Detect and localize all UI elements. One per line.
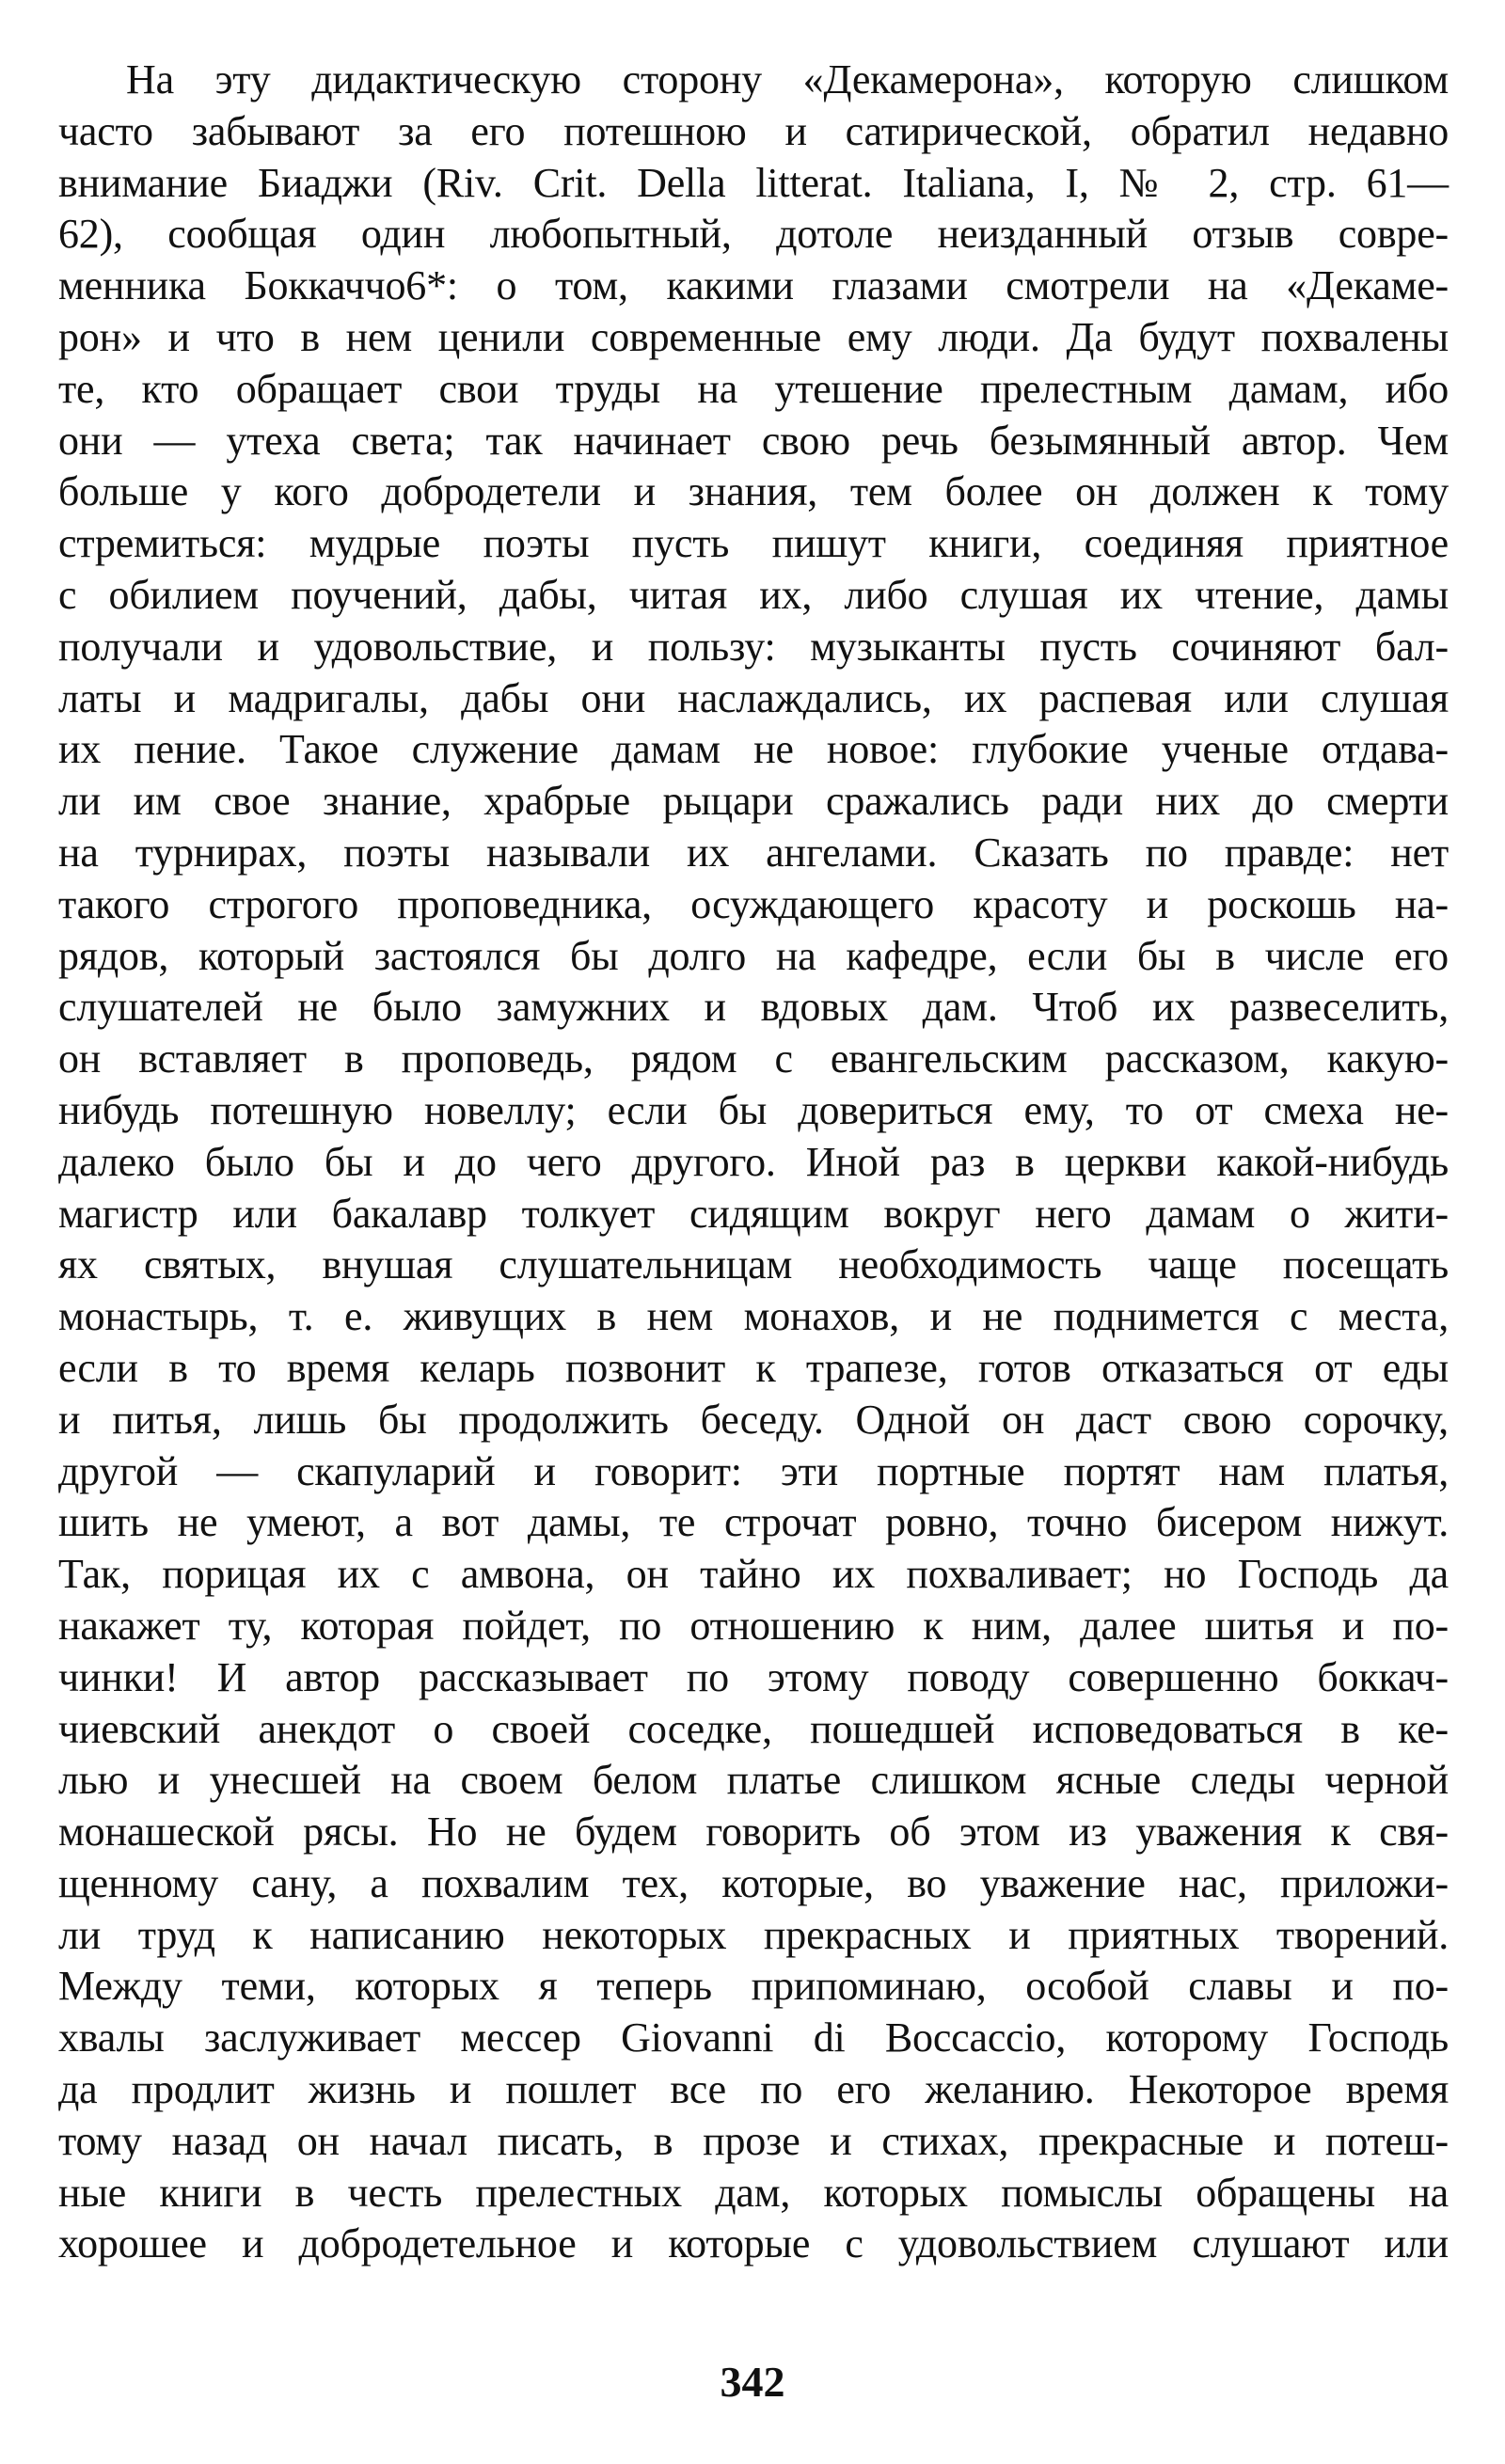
text-line: да продлит жизнь и пошлет все по его желанию. Некоторое время: [58, 2066, 1449, 2113]
text-line: На эту дидактическую сторону «Декамерона», которую слишком: [126, 56, 1449, 103]
text-line: ные книги в честь прелестных дам, которых помыслы обращены на: [58, 2169, 1449, 2216]
text-line: они — утеха света; так начинает свою речь безымянный автор. Чем: [58, 417, 1449, 464]
text-line: с обилием поучений, дабы, читая их, либо слушая их чтение, дамы: [58, 571, 1449, 618]
text-line: шить не умеют, а вот дамы, те строчат ровно, точно бисером нижут.: [58, 1499, 1449, 1546]
text-line: и питья, лишь бы продолжить беседу. Одной он даст свою сорочку,: [58, 1396, 1449, 1443]
text-line: щенному сану, а похвалим тех, которые, во уважение нас, приложи-: [58, 1859, 1449, 1906]
text-line: тому назад он начал писать, в прозе и стихах, прекрасные и потеш-: [58, 2117, 1449, 2164]
text-line: Между теми, которых я теперь припоминаю, особой славы и по-: [58, 1963, 1449, 2010]
text-line: другой — скапуларий и говорит: эти портные портят нам платья,: [58, 1447, 1449, 1494]
body-text: [58, 55, 1449, 2270]
text-line: нибудь потешную новеллу; если бы довериться ему, то от смеха не-: [58, 1086, 1449, 1133]
text-line: латы и мадригалы, дабы они наслаждались, их распевая или слушая: [58, 674, 1449, 721]
text-line: внимание Биаджи (Riv. Crit. Della litterat. Italiana, I, № 2, стр. 61—: [58, 159, 1449, 206]
text-line: такого строгого проповедника, осуждающего красоту и роскошь на-: [58, 880, 1449, 927]
text-line: слушателей не было замужних и вдовых дам. Чтоб их развеселить,: [58, 984, 1449, 1031]
text-line: рон» и что в нем ценили современные ему люди. Да будут похвалены: [58, 313, 1449, 360]
text-line: хвалы заслуживает мессер Giovanni di Boccaccio, которому Господь: [58, 2014, 1449, 2061]
text-line: лью и унесшей на своем белом платье слишком ясные следы черной: [58, 1757, 1449, 1804]
text-line: чиевский анекдот о своей соседке, пошедшей исповедоваться в ке-: [58, 1705, 1449, 1752]
text-line: хорошее и добродетельное и которые с удовольствием слушают или: [58, 2220, 1449, 2267]
text-line: часто забывают за его потешною и сатирической, обратил недавно: [58, 107, 1449, 154]
text-line: чинки! И автор рассказывает по этому поводу совершенно боккач-: [58, 1653, 1449, 1700]
text-line: монашеской рясы. Но не будем говорить об этом из уважения к свя-: [58, 1809, 1449, 1856]
text-line: монастырь, т. е. живущих в нем монахов, и не поднимется с места,: [58, 1293, 1449, 1340]
text-line: получали и удовольствие, и пользу: музыканты пусть сочиняют бал-: [58, 623, 1449, 670]
text-line: менника Боккаччо6*: о том, какими глазами смотрели на «Декаме-: [58, 262, 1449, 309]
text-line: он вставляет в проповедь, рядом с евангельским рассказом, какую-: [58, 1035, 1449, 1082]
text-line: накажет ту, которая пойдет, по отношению к ним, далее шитья и по-: [58, 1602, 1449, 1649]
text-line: их пение. Такое служение дамам не новое: глубокие ученые отдава-: [58, 726, 1449, 773]
text-line: рядов, который застоялся бы долго на кафедре, если бы в числе его: [58, 932, 1449, 979]
text-line: ях святых, внушая слушательницам необходимость чаще посещать: [58, 1241, 1449, 1288]
text-line: ли им свое знание, храбрые рыцари сражались ради них до смерти: [58, 778, 1449, 825]
text-line: Так, порицая их с амвона, он тайно их похваливает; но Господь да: [58, 1551, 1449, 1598]
page-number: 342: [720, 2358, 785, 2406]
text-line: магистр или бакалавр толкует сидящим вокруг него дамам о жити-: [58, 1190, 1449, 1237]
text-line: те, кто обращает свои труды на утешение прелестным дамам, ибо: [58, 365, 1449, 412]
text-line: стремиться: мудрые поэты пусть пишут книги, соединяя приятное: [58, 520, 1449, 567]
text-line: 62), сообщая один любопытный, дотоле неизданный отзыв совре-: [58, 211, 1449, 258]
text-line: больше у кого добродетели и знания, тем более он должен к тому: [58, 468, 1449, 515]
text-line: ли труд к написанию некоторых прекрасных и приятных творений.: [58, 1911, 1449, 1958]
text-line: далеко было бы и до чего другого. Иной раз в церкви какой-нибудь: [58, 1138, 1449, 1185]
text-line: на турнирах, поэты называли их ангелами. Сказать по правде: нет: [58, 829, 1449, 876]
text-line: если в то время келарь позвонит к трапезе, готов отказаться от еды: [58, 1344, 1449, 1391]
